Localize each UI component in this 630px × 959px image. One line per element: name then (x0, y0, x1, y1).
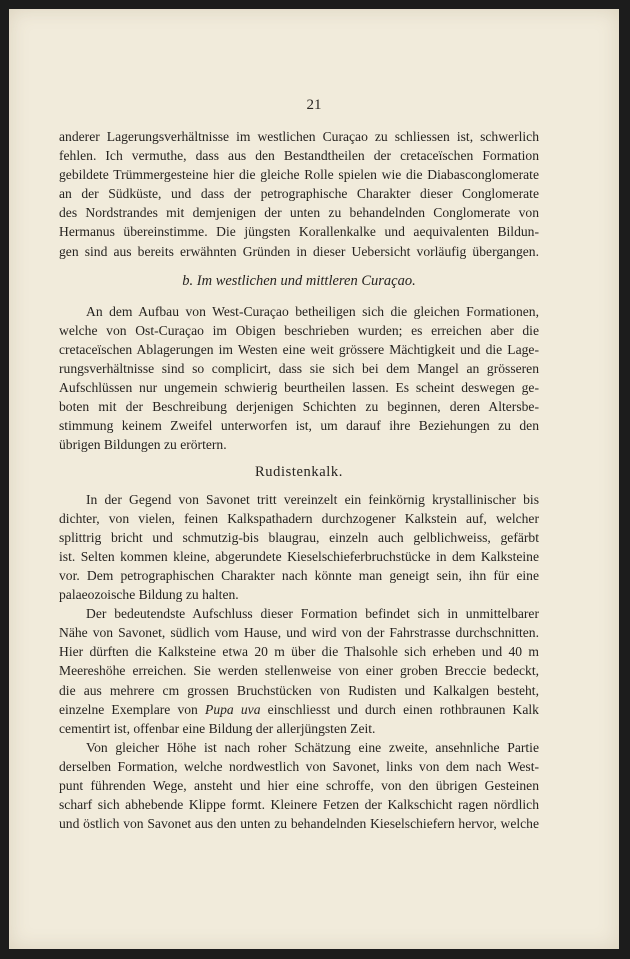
text-line: Hermanus übereinstimme. Die jüngsten Korallenkalke und aequivalenten Bildun- (59, 224, 539, 240)
paragraph-5 (59, 738, 539, 833)
section-heading: b. Im westlichen und mittleren Curaçao. (182, 272, 416, 289)
text-line: fehlen. Ich vermuthe, dass aus den Bestandtheilen der cretaceïschen Formation (59, 148, 539, 164)
text-line: derselben Formation, welche nordwestlich von Savonet, links von dem nach West- (59, 758, 539, 774)
book-page (9, 9, 619, 949)
text-line: Der bedeutendste Aufschluss dieser Formation befindet sich in unmittelbarer (86, 606, 539, 622)
text-line: cementirt ist, offenbar eine Bildung der allerjüngsten Zeit. (59, 720, 376, 736)
text-body (59, 127, 539, 833)
text-line: ist. Selten kommen kleine, abgerundete Kieselschieferbruchstücke in dem Kalksteine (59, 548, 539, 564)
text-line: Hier dürften die Kalksteine etwa 20 m über die Thalsohle sich erheben und 40 m (59, 644, 539, 660)
text-line: dichter, von vielen, feinen Kalkspathadern durchzogener Kalkstein auf, welcher (59, 510, 539, 526)
text-line: Von gleicher Höhe ist nach roher Schätzung eine zweite, ansehnliche Partie (86, 739, 539, 755)
text-line: Nähe von Savonet, südlich vom Hause, und wird von der Fahrstrasse durchschnitten. (59, 625, 539, 641)
text-line: vor. Dem petrographischen Charakter nach könnte man geneigt sein, ihn für eine (59, 567, 539, 583)
text-line: übrigen Bildungen zu erörtern. (59, 437, 227, 453)
page-number: 21 (306, 97, 322, 113)
text-line: die aus mehrere cm grossen Bruchstücken von Rudisten und Kalkalgen besteht, (59, 682, 539, 698)
paragraph-1 (59, 127, 539, 261)
text-line (59, 700, 539, 719)
text-line: stimmung keinem Zweifel unterworfen ist, um darauf ihre Beziehungen zu den (59, 418, 539, 434)
subsection-heading: Rudistenkalk. (255, 463, 343, 480)
text-line: splittrig bricht und schmutzig-bis blaugrau, einzeln auch gelblichweiss, gefärbt (59, 529, 539, 545)
text-line: palaeozoische Bildung zu halten. (59, 587, 239, 603)
text-run: einschliesst und durch einen rothbraunen Kalk (260, 701, 539, 717)
paragraph-4 (59, 604, 539, 738)
paragraph-3 (59, 490, 539, 605)
species-name: Pupa uva (205, 701, 261, 717)
text-line: an der Südküste, und dass der petrographische Charakter dieser Conglomerate (59, 186, 539, 202)
text-line: An dem Aufbau von West-Curaçao betheiligen sich die gleichen Formationen, (86, 303, 539, 319)
text-line: welche von Ost-Curaçao im Obigen beschrieben wurden; es erreichen aber die (59, 322, 539, 338)
text-line: cretaceïschen Ablagerungen im Westen eine weit grössere Mächtigkeit und die Lage- (59, 341, 539, 357)
text-run: einzelne Exemplare von (59, 701, 206, 717)
text-line: gebildete Trümmergesteine hier die gleiche Rolle spielen wie die Diabasconglomerate (59, 167, 539, 183)
text-line: punt führenden Wege, ansteht und hier eine schroffe, von den übrigen Gesteinen (59, 778, 539, 793)
text-line: Meereshöhe erreichen. Sie werden stellenweise von einer groben Breccie bedeckt, (59, 663, 539, 679)
text-line: Aufschlüssen nur ungemein schwierig beurtheilen lassen. Es scheint deswegen ge- (59, 380, 539, 396)
text-line: des Nordstrandes mit demjenigen der unten zu behandelnden Conglomerate von (59, 205, 539, 221)
text-line: und östlich von Savonet aus den unten zu behandelnden Kieselschiefern hervor, welche (59, 816, 539, 832)
text-line: rungsverhältnisse sind so complicirt, dass sie sich bei dem Mangel an grösseren (59, 361, 539, 377)
text-line: boten mit der Beschreibung derjenigen Schichten zu beginnen, deren Altersbe- (59, 399, 539, 415)
text-line: gen sind aus bereits erwähnten Gründen in dieser Uebersicht vorläufig übergangen. (59, 243, 539, 259)
text-line: anderer Lagerungsverhältnisse im westlichen Curaçao zu schliessen ist, schwerlich (59, 129, 539, 144)
text-line: scharf sich abhebende Klippe formt. Kleinere Fetzen der Kalkschicht ragen nördlich (59, 797, 539, 813)
text-line: In der Gegend von Savonet tritt vereinzelt ein feinkörnig krystallinischer bis (86, 491, 539, 507)
paragraph-2 (59, 302, 539, 455)
